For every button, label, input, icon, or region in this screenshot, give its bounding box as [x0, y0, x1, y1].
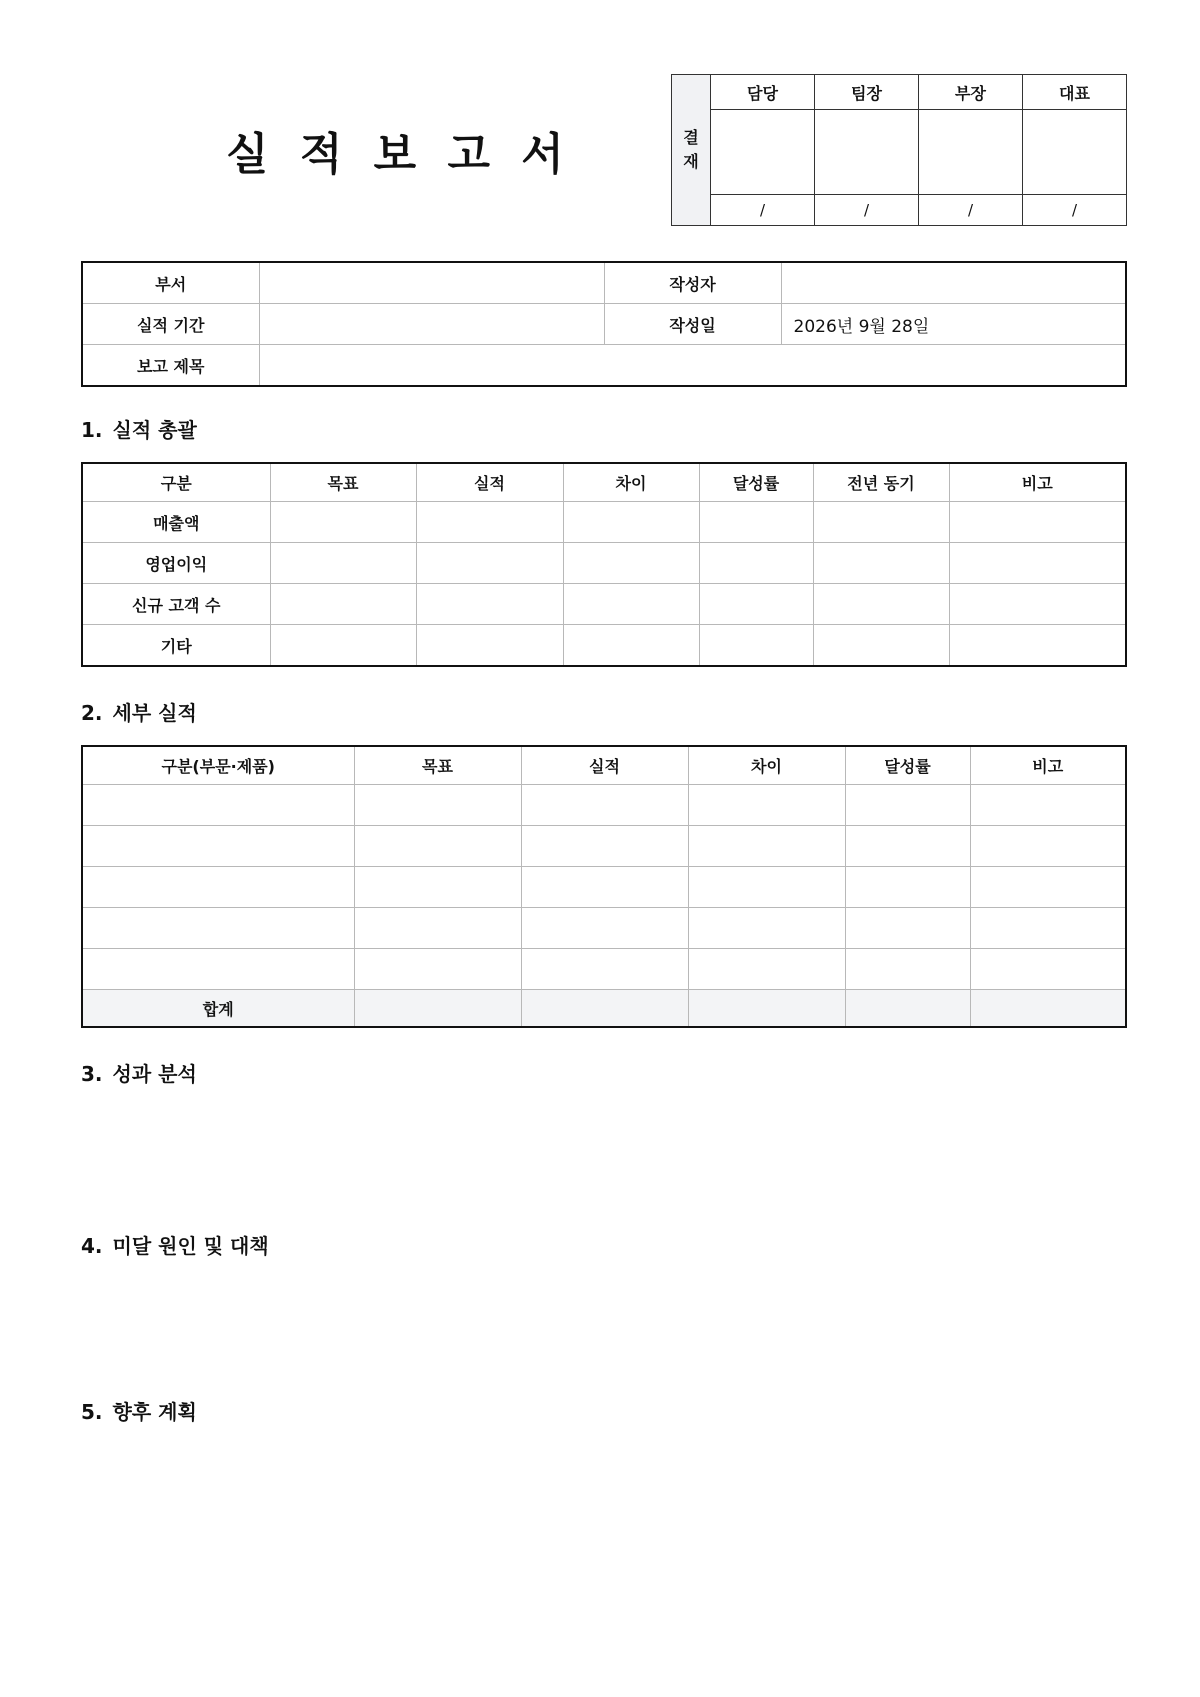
table-cell[interactable] [354, 826, 521, 867]
table-cell[interactable] [813, 502, 949, 543]
table-cell[interactable] [521, 826, 688, 867]
table-cell[interactable] [416, 625, 563, 667]
table-cell[interactable] [354, 785, 521, 826]
section-title: 성과 분석 [112, 1062, 197, 1086]
table-cell[interactable] [270, 502, 416, 543]
document-title: 실 적 보 고 서 [226, 129, 564, 180]
author-field[interactable] [781, 262, 1126, 304]
section-number: 1. [81, 418, 103, 442]
table-cell[interactable] [354, 990, 521, 1028]
table-cell[interactable] [845, 867, 970, 908]
section-heading-5 [81, 1396, 197, 1425]
table-cell[interactable] [688, 990, 845, 1028]
table-cell[interactable] [521, 867, 688, 908]
table-cell[interactable] [970, 826, 1126, 867]
table-cell[interactable] [82, 949, 354, 990]
detail-header-target: 목표 [354, 746, 521, 785]
table-cell[interactable] [688, 908, 845, 949]
summary-header-prev-year: 전년 동기 [813, 463, 949, 502]
table-cell[interactable] [521, 990, 688, 1028]
table-cell[interactable] [845, 949, 970, 990]
table-cell[interactable] [270, 584, 416, 625]
section-number: 2. [81, 701, 103, 725]
period-label: 실적 기간 [82, 304, 259, 345]
approval-side-char-2: 재 [683, 152, 699, 171]
table-cell[interactable] [563, 543, 699, 584]
section-title: 향후 계획 [112, 1400, 197, 1424]
table-cell[interactable] [845, 785, 970, 826]
approval-sign-dept-head[interactable] [919, 110, 1023, 195]
detail-header-remarks: 비고 [970, 746, 1126, 785]
section-heading-4 [81, 1230, 269, 1259]
detail-total-row [82, 990, 1126, 1028]
table-cell[interactable] [563, 625, 699, 667]
section-title: 세부 실적 [112, 701, 197, 725]
department-field[interactable] [259, 262, 604, 304]
table-cell[interactable] [563, 502, 699, 543]
section-heading-3 [81, 1058, 197, 1087]
table-cell[interactable] [699, 543, 813, 584]
summary-header-category: 구분 [82, 463, 270, 502]
summary-row-label: 신규 고객 수 [82, 584, 270, 625]
approval-side-char-1: 결 [683, 128, 699, 147]
report-info-table [81, 261, 1127, 387]
section-title: 미달 원인 및 대책 [112, 1234, 269, 1258]
detail-header-achievement: 달성률 [845, 746, 970, 785]
detail-header-actual: 실적 [521, 746, 688, 785]
table-cell[interactable] [688, 785, 845, 826]
table-cell[interactable] [949, 502, 1126, 543]
approval-box [671, 74, 1127, 226]
table-cell[interactable] [949, 543, 1126, 584]
section-heading-2 [81, 697, 197, 726]
table-row [82, 826, 1126, 867]
report-title-label: 보고 제목 [82, 345, 259, 387]
table-cell[interactable] [699, 584, 813, 625]
summary-row-label: 기타 [82, 625, 270, 667]
summary-header-remarks: 비고 [949, 463, 1126, 502]
table-cell[interactable] [699, 502, 813, 543]
table-cell[interactable] [563, 584, 699, 625]
approval-role-staff: 담당 [711, 75, 815, 110]
table-cell[interactable] [270, 625, 416, 667]
table-cell[interactable] [949, 625, 1126, 667]
table-cell[interactable] [416, 584, 563, 625]
table-cell[interactable] [82, 908, 354, 949]
summary-header-achievement: 달성률 [699, 463, 813, 502]
summary-row-label: 영업이익 [82, 543, 270, 584]
department-label: 부서 [82, 262, 259, 304]
table-cell[interactable] [813, 584, 949, 625]
table-row [82, 949, 1126, 990]
table-cell[interactable] [354, 867, 521, 908]
table-cell[interactable] [688, 867, 845, 908]
table-cell[interactable] [354, 908, 521, 949]
table-cell[interactable] [813, 625, 949, 667]
approval-role-team-lead: 팀장 [815, 75, 919, 110]
written-date-field[interactable]: 2026년 9월 28일 [781, 304, 1126, 345]
section-title: 실적 총괄 [112, 418, 197, 442]
table-cell[interactable] [416, 502, 563, 543]
table-cell[interactable] [354, 949, 521, 990]
detail-header-difference: 차이 [688, 746, 845, 785]
section-number: 3. [81, 1062, 103, 1086]
table-cell[interactable] [970, 990, 1126, 1028]
approval-sign-staff[interactable] [711, 110, 815, 195]
section-number: 4. [81, 1234, 103, 1258]
table-cell[interactable] [845, 990, 970, 1028]
approval-sign-ceo[interactable] [1023, 110, 1127, 195]
table-cell[interactable] [813, 543, 949, 584]
summary-header-actual: 실적 [416, 463, 563, 502]
table-row [82, 908, 1126, 949]
detail-table [81, 745, 1127, 1028]
table-cell[interactable] [82, 785, 354, 826]
detail-total-label: 합계 [82, 990, 354, 1028]
summary-header-difference: 차이 [563, 463, 699, 502]
table-cell[interactable] [416, 543, 563, 584]
approval-date-ceo[interactable]: / [1023, 195, 1127, 226]
table-row [82, 584, 1126, 625]
period-field[interactable] [259, 304, 604, 345]
table-cell[interactable] [82, 867, 354, 908]
approval-date-staff[interactable]: / [711, 195, 815, 226]
author-label: 작성자 [604, 262, 781, 304]
approval-date-team-lead[interactable]: / [815, 195, 919, 226]
approval-sign-team-lead[interactable] [815, 110, 919, 195]
table-cell[interactable] [688, 949, 845, 990]
table-cell[interactable] [521, 949, 688, 990]
table-cell[interactable] [970, 785, 1126, 826]
table-cell[interactable] [82, 826, 354, 867]
detail-header-row [82, 746, 1126, 785]
table-cell[interactable] [699, 625, 813, 667]
table-row [82, 867, 1126, 908]
written-date-label: 작성일 [604, 304, 781, 345]
summary-header-target: 목표 [270, 463, 416, 502]
report-title-field[interactable] [259, 345, 1126, 387]
table-cell[interactable] [949, 584, 1126, 625]
table-cell[interactable] [521, 785, 688, 826]
table-cell[interactable] [270, 543, 416, 584]
detail-header-category: 구분(부문·제품) [82, 746, 354, 785]
summary-header-row [82, 463, 1126, 502]
summary-table [81, 462, 1127, 667]
table-row [82, 785, 1126, 826]
approval-date-dept-head[interactable]: / [919, 195, 1023, 226]
approval-role-ceo: 대표 [1023, 75, 1127, 110]
section-number: 5. [81, 1400, 103, 1424]
approval-side-label [672, 75, 711, 226]
section-heading-1 [81, 414, 197, 443]
table-row [82, 543, 1126, 584]
table-cell[interactable] [521, 908, 688, 949]
table-cell[interactable] [688, 826, 845, 867]
table-cell[interactable] [970, 867, 1126, 908]
table-row [82, 625, 1126, 667]
table-cell[interactable] [970, 949, 1126, 990]
summary-row-label: 매출액 [82, 502, 270, 543]
approval-role-dept-head: 부장 [919, 75, 1023, 110]
table-cell[interactable] [970, 908, 1126, 949]
table-cell[interactable] [845, 826, 970, 867]
table-row [82, 502, 1126, 543]
table-cell[interactable] [845, 908, 970, 949]
